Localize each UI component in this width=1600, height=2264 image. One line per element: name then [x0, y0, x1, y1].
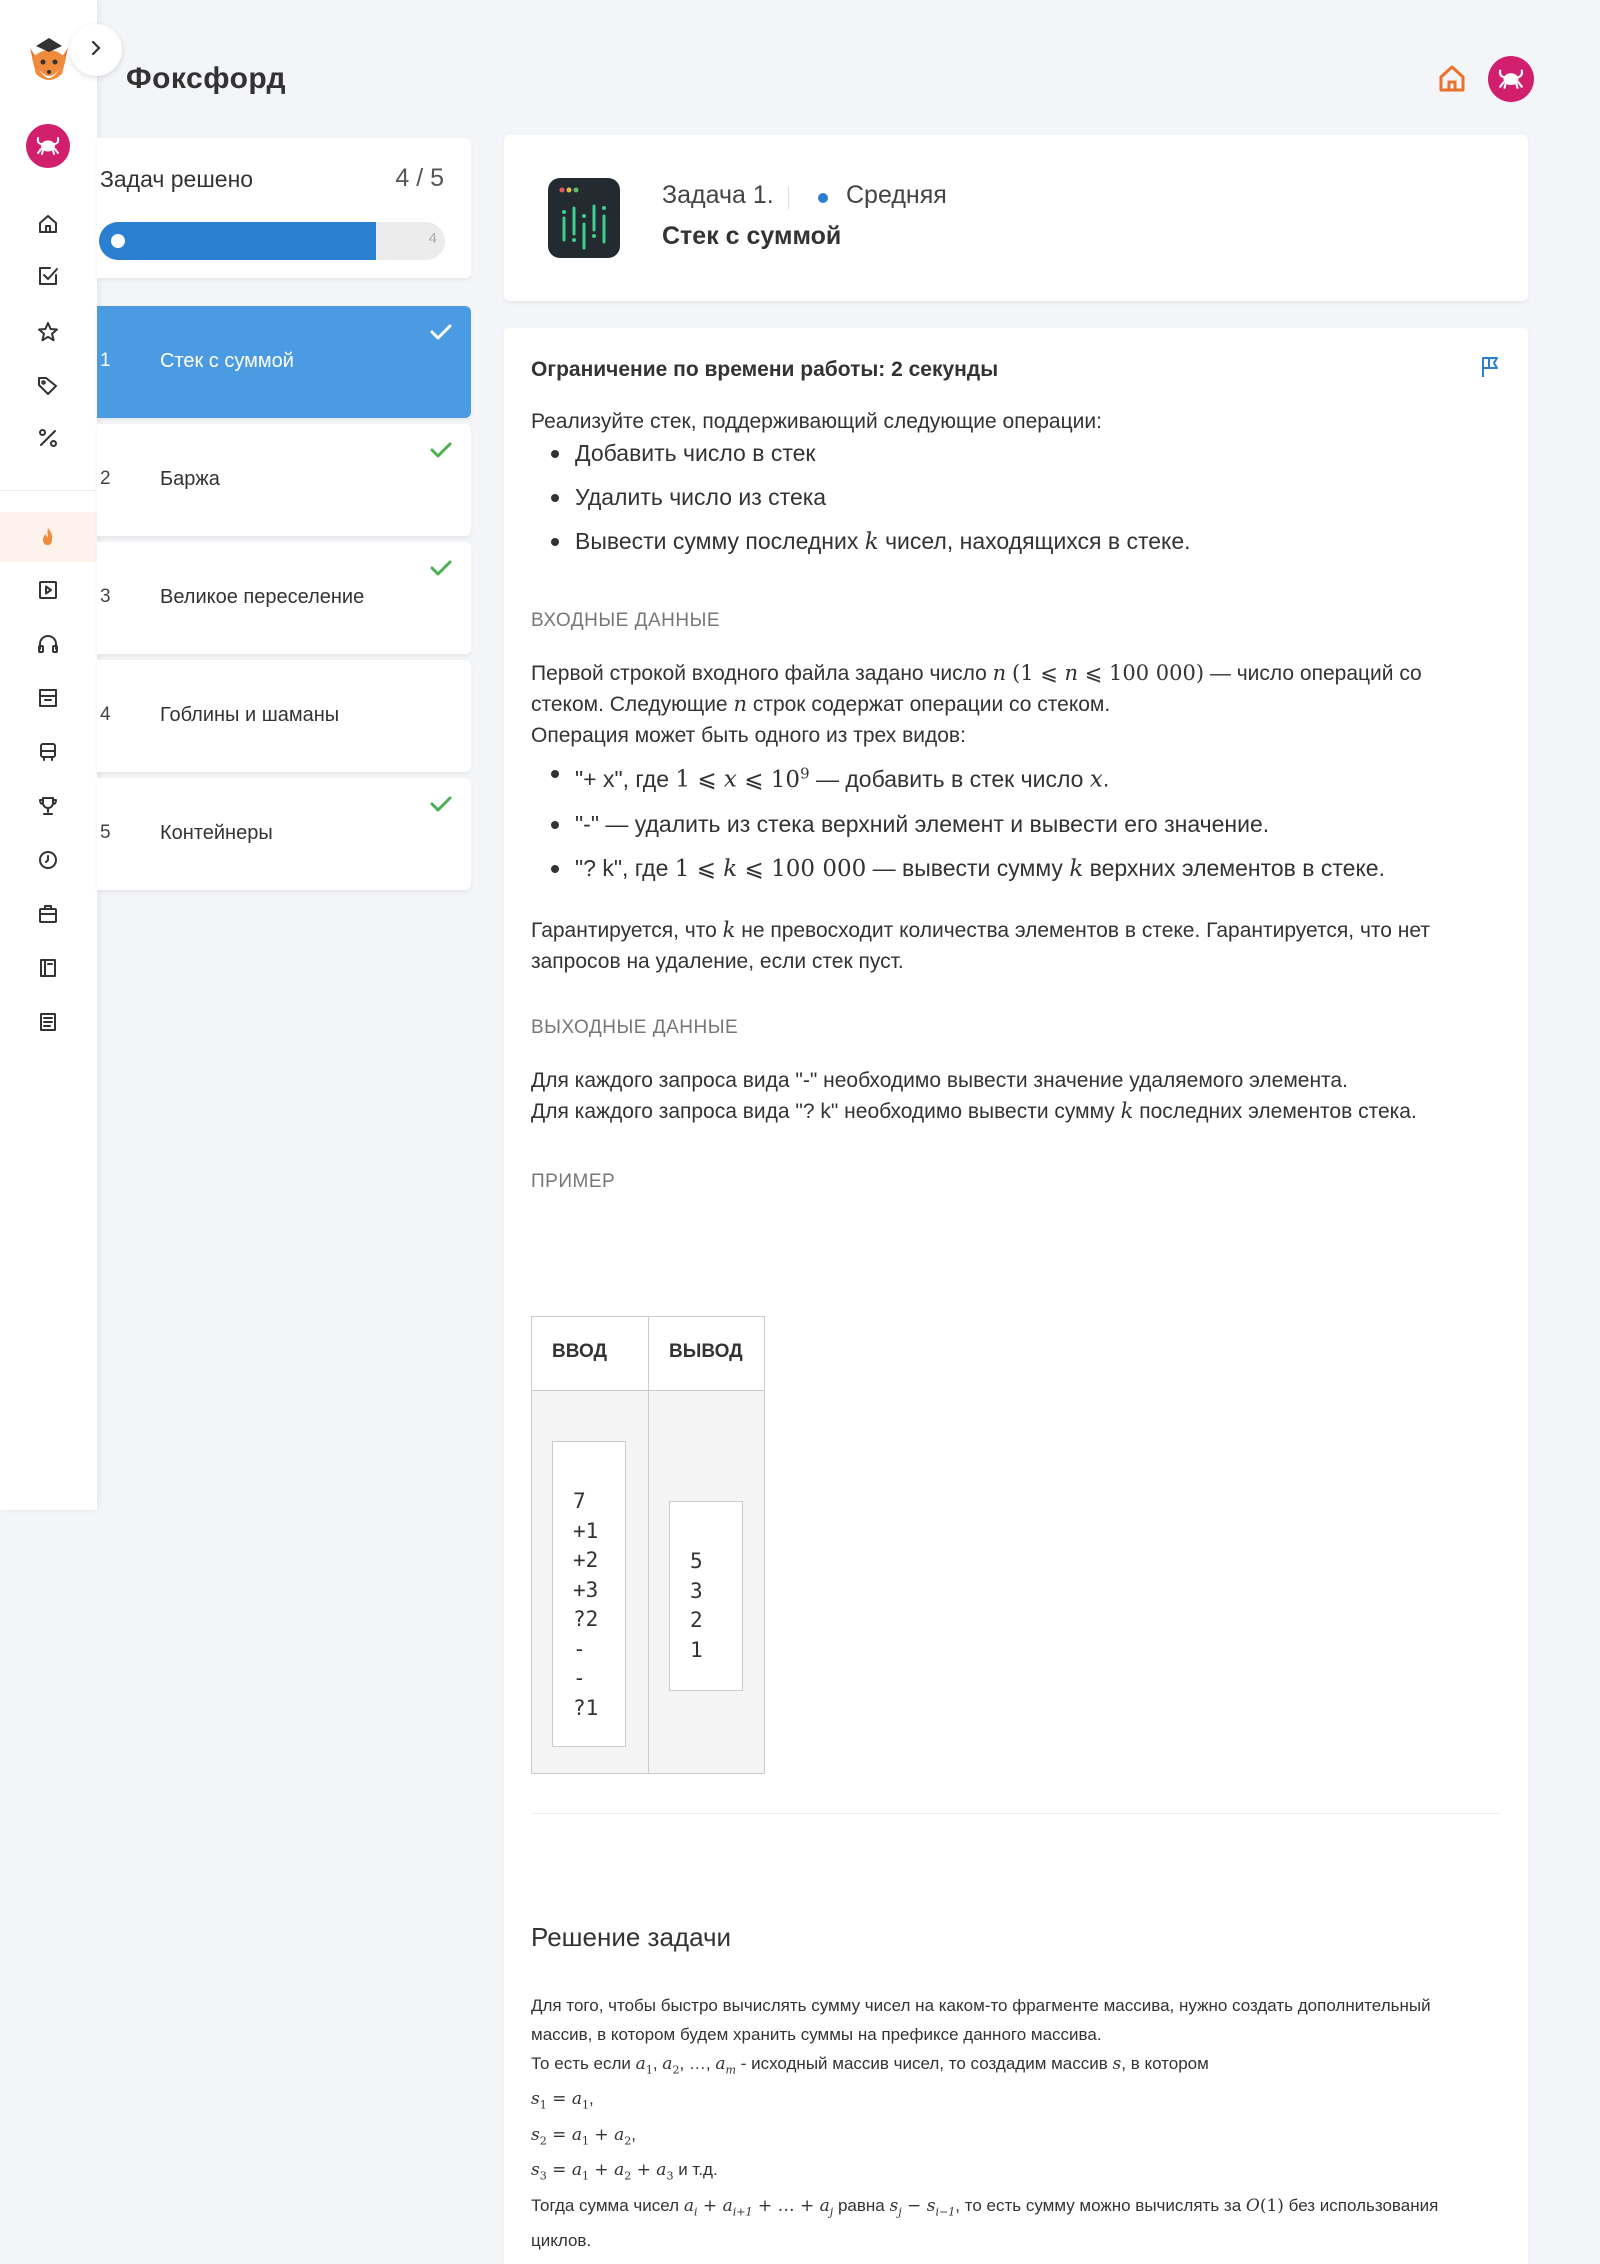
star-icon[interactable]: [34, 318, 62, 346]
example-input-header: ВВОД: [552, 1341, 608, 1362]
operation-types-list: [547, 757, 1471, 885]
list-item: Вывести сумму последних k чисел, находящихся в стеке.: [547, 525, 1471, 558]
example-heading: ПРИМЕР: [531, 1170, 616, 1192]
report-flag-icon[interactable]: [1478, 354, 1504, 380]
operations-list: [547, 437, 1471, 558]
percent-icon[interactable]: [34, 424, 62, 452]
chevron-right-icon: [89, 39, 103, 62]
solution-title: Решение задачи: [531, 1922, 732, 1952]
video-icon[interactable]: [34, 576, 62, 604]
crab-icon: [1497, 65, 1525, 94]
input-heading: ВХОДНЫЕ ДАННЫЕ: [531, 610, 721, 631]
check-icon: [429, 438, 453, 462]
task-item[interactable]: [97, 306, 471, 418]
task-item[interactable]: [97, 424, 471, 536]
trophy-icon[interactable]: [34, 792, 62, 820]
rail-divider: [0, 490, 97, 491]
example-output-header: ВЫВОД: [669, 1341, 743, 1362]
progress-bar: [99, 222, 445, 260]
task-title: Баржа: [160, 468, 220, 490]
task-item[interactable]: [97, 660, 471, 772]
tag-icon[interactable]: [34, 372, 62, 400]
clock-icon[interactable]: [34, 846, 62, 874]
progress-card: [97, 138, 471, 278]
task-item[interactable]: [97, 542, 471, 654]
task-item[interactable]: [97, 778, 471, 890]
task-number: 4: [100, 704, 111, 725]
difficulty-dot: [818, 193, 828, 203]
crab-icon: [35, 133, 61, 160]
time-limit: Ограничение по времени работы: 2 секунды: [531, 358, 999, 381]
task-number: Задача 1.: [662, 181, 774, 209]
output-description: Для каждого запроса вида "-" необходимо вывести значение удаляемого элемента. Для каждого запроса вида "? k" необходимо вывести сумму k последних элементов стека.: [531, 1068, 1417, 1123]
list-item: "+ x", где 1 ⩽ x ⩽ $10^9$ — добавить в стек число x.: [547, 757, 1471, 796]
progress-label: Задач решено: [100, 166, 254, 192]
fire-icon[interactable]: [34, 523, 62, 551]
expand-sidebar-button[interactable]: [70, 24, 122, 76]
check-icon: [429, 556, 453, 580]
task-number: 3: [100, 586, 111, 607]
difficulty-label: Средняя: [846, 181, 947, 209]
check-icon: [429, 320, 453, 344]
output-heading: ВЫХОДНЫЕ ДАННЫЕ: [531, 1016, 739, 1038]
divider: [531, 1813, 1501, 1814]
task-title: Контейнеры: [160, 822, 273, 844]
list-item: "-" — удалить из стека верхний элемент и вывести его значение.: [547, 808, 1471, 840]
list-item: Добавить число в стек: [547, 437, 1471, 469]
guarantee-text: Гарантируется, что k не превосходит количества элементов в стеке. Гарантируется, что нет запросов на удаление, если стек пуст.: [531, 917, 1430, 973]
task-title: Стек с суммой: [160, 350, 294, 372]
task-title: Стек с суммой: [662, 222, 842, 250]
notebook-icon[interactable]: [34, 954, 62, 982]
icon-rail: [0, 0, 97, 1510]
home-icon[interactable]: [34, 210, 62, 238]
header-divider: [788, 187, 789, 209]
task-terminal-icon: [548, 178, 620, 258]
task-title: Великое переселение: [160, 586, 365, 608]
task-number: 1: [100, 350, 111, 371]
task-number: 2: [100, 468, 111, 489]
example-table: [531, 1316, 765, 1774]
intro-text: Реализуйте стек, поддерживающий следующие операции:: [531, 410, 1102, 433]
home-icon[interactable]: [1436, 62, 1468, 94]
solution-text: Для того, чтобы быстро вычислять сумму чисел на каком-то фрагменте массива, нужно создать дополнительный массив, в котором будем хранить суммы на префиксе данного массива. То есть если $a_1$, $a_2$, …, $a_m$ - исходный массив чисел, то создадим массив s, в котором $s_1 = a_1$, $s_2 = a_1 + a_2$, $s_3 = a_1 + a_2 + a_3$ и т.д. Тогда сумма чисел $a_i + a_{i+1}$ + … + $a_j$ равна $s_j - s_{i-1}$, то есть сумму можно вычислять за O(1) без использования циклов.: [531, 1996, 1439, 2250]
example-output-block: 5 3 2 1: [669, 1501, 743, 1691]
example-input-block: 7 +1 +2 +3 ?2 - - ?1: [552, 1441, 626, 1747]
task-header: [504, 135, 1528, 301]
list-item: "? k", где 1 ⩽ k ⩽ 100 000 — вывести сумму k верхних элементов в стеке.: [547, 852, 1471, 885]
check-icon: [429, 792, 453, 816]
document-list-icon[interactable]: [34, 1008, 62, 1036]
avatar[interactable]: [1488, 56, 1534, 102]
task-title: Гоблины и шаманы: [160, 704, 340, 726]
list-item: Удалить число из стека: [547, 481, 1471, 513]
briefcase-icon[interactable]: [34, 900, 62, 928]
input-description: Первой строкой входного файла задано число n (1 ⩽ n ⩽ 100 000) — число операций со стеком. Следующие n строк содержат операции со стеком. Операция может быть одного из трех видов:: [531, 661, 1422, 747]
progress-count: 4 / 5: [395, 164, 444, 192]
brand-title[interactable]: Фоксфорд: [126, 62, 287, 95]
task-number: 5: [100, 822, 111, 843]
progress-start-dot: [111, 234, 125, 248]
headphones-icon[interactable]: [34, 630, 62, 658]
foxford-logo-icon[interactable]: [26, 34, 72, 86]
progress-end-marker: 4: [428, 230, 437, 247]
avatar[interactable]: [26, 124, 70, 168]
bus-icon[interactable]: [34, 738, 62, 766]
problem-statement: [504, 328, 1528, 2264]
progress-fill: [99, 222, 376, 260]
archive-icon[interactable]: [34, 684, 62, 712]
tasks-check-icon[interactable]: [34, 262, 62, 290]
